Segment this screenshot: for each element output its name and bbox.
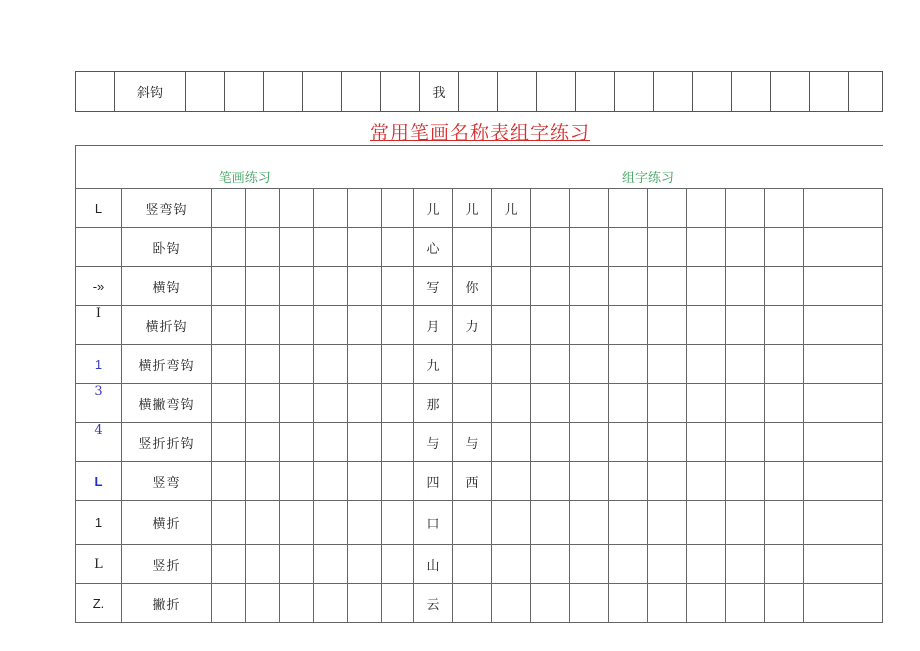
top-symbol-cell (76, 72, 115, 112)
stroke-name: 竖弯钩 (122, 189, 212, 228)
word-char (453, 345, 492, 384)
stroke-name: 横钩 (122, 267, 212, 306)
word-char: 写 (414, 267, 453, 306)
word-char: 月 (414, 306, 453, 345)
table-row (76, 267, 883, 306)
stroke-symbol: L (76, 189, 122, 228)
word-char (492, 306, 531, 345)
word-char (492, 545, 531, 584)
stroke-symbol: -» (76, 267, 122, 306)
word-char (492, 423, 531, 462)
stroke-name: 撇折 (122, 584, 212, 623)
table-row (76, 545, 883, 584)
stroke-name: 横撇弯钩 (122, 384, 212, 423)
stroke-symbol: 4 (76, 423, 122, 462)
table-row (76, 306, 883, 345)
page-title: 常用笔画名称表组字练习 (369, 122, 590, 144)
top-stroke-name: 斜钩 (115, 72, 186, 112)
stroke-symbol: L (76, 545, 122, 584)
word-char: 四 (414, 462, 453, 501)
word-char: 西 (453, 462, 492, 501)
table-row (76, 501, 883, 545)
table-row (76, 384, 883, 423)
word-char (453, 228, 492, 267)
table-row (76, 228, 883, 267)
word-practice-header: 组字练习 (414, 146, 883, 189)
top-character: 我 (420, 72, 459, 112)
table-row (76, 423, 883, 462)
stroke-practice-table (75, 145, 883, 623)
stroke-symbol: 1 (76, 345, 122, 384)
word-char: 力 (453, 306, 492, 345)
word-char (492, 228, 531, 267)
word-char (453, 584, 492, 623)
stroke-symbol: 3 (76, 384, 122, 423)
word-char (453, 384, 492, 423)
word-char: 心 (414, 228, 453, 267)
word-char: 与 (414, 423, 453, 462)
word-char: 儿 (492, 189, 531, 228)
stroke-name: 竖弯 (122, 462, 212, 501)
stroke-symbol: Z. (76, 584, 122, 623)
word-char: 儿 (453, 189, 492, 228)
word-char (492, 501, 531, 545)
stroke-practice-header: 笔画练习 (76, 146, 414, 189)
stroke-name: 卧钩 (122, 228, 212, 267)
word-char: 云 (414, 584, 453, 623)
stroke-symbol: L (76, 462, 122, 501)
word-char: 九 (414, 345, 453, 384)
table-row (76, 462, 883, 501)
stroke-name: 竖折 (122, 545, 212, 584)
word-char: 你 (453, 267, 492, 306)
table-row (76, 584, 883, 623)
top-practice-row (75, 71, 883, 112)
stroke-name: 横折 (122, 501, 212, 545)
stroke-name: 横折钩 (122, 306, 212, 345)
stroke-name: 横折弯钩 (122, 345, 212, 384)
word-char: 与 (453, 423, 492, 462)
word-char: 山 (414, 545, 453, 584)
word-char (492, 462, 531, 501)
word-char: 那 (414, 384, 453, 423)
word-char (492, 384, 531, 423)
stroke-symbol (76, 228, 122, 267)
word-char (492, 584, 531, 623)
word-char (492, 267, 531, 306)
word-char (453, 545, 492, 584)
table-row (76, 345, 883, 384)
word-char: 口 (414, 501, 453, 545)
stroke-symbol: I (76, 306, 122, 345)
stroke-name: 竖折折钩 (122, 423, 212, 462)
table-row (76, 189, 883, 228)
word-char (453, 501, 492, 545)
word-char (492, 345, 531, 384)
word-char: 儿 (414, 189, 453, 228)
stroke-symbol: 1 (76, 501, 122, 545)
